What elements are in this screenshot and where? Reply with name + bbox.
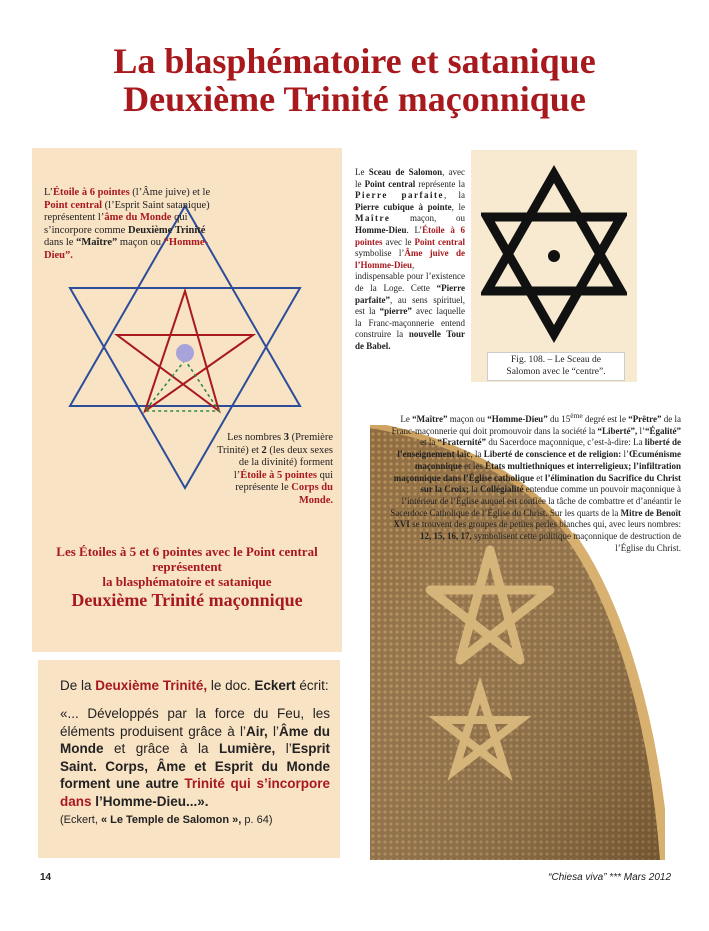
title-line-1: La blasphématoire et satanique: [113, 41, 596, 81]
seal-figure: [471, 150, 637, 382]
seal-of-solomon-icon: [481, 164, 627, 344]
photo-caption: Le “Maître” maçon ou “Homme-Dieu” du 15ème degré est le “Prêtre” de la Franc-maçonnerie qui doit promouvoir dans la société la “Liberté”, l’“Égalité” et la “Fraternité” du Sacerdoce maçonnique, c’est-à-dire: La liberté de l’enseignement laïc, la Liberté de conscience et de religion: l’Œcuménisme maçonnique et les États multiethniques et interreligieux; l’infiltration maçonnique dans l’Église catholique et l’élimination du Sacrifice du Christ sur la Croix; la Collégialité entendue comme un pouvoir maçonnique à l’intérieur de l’Église auquel est confiée la tâche de combattre et d’anéantir le Sacerdoce Catholique de l’Église du Christ. Sur les quarts de la Mitre de Benoît XVI se trouvent des groupes de petites perles blanches qui, avec leurs nombres: 12, 15, 16, 17, symbolisent cette politique maçonnique de destruction de l’Église du Christ.: [390, 411, 681, 553]
eckert-quote-box: [38, 660, 340, 858]
footer-credit: “Chiesa viva” *** Mars 2012: [548, 872, 671, 883]
six-star-caption: L’Étoile à 6 pointes (l’Âme juive) et le Point central (l’Esprit Saint satanique) représentent l’âme du Monde qui s’incorpore comme Deuxième Trinité dans le “Maître” maçon ou “Homme-Dieu”.: [44, 187, 211, 261]
star-diagram-panel: [32, 148, 342, 652]
page-title: [0, 42, 709, 118]
seal-center-dot: [548, 250, 560, 262]
seal-description: Le Sceau de Salomon, avec le Point central représente la Pierre parfaite, la Pierre cubique à pointe, le Maître maçon, ou Homme-Dieu. L’Étoile à 6 pointes avec le Point central symbolise l’Âme juive de l’Homme-Dieu, indispensable pour l’existence de la Loge. Cette “Pierre parfaite”, au sens spirituel, est la “pierre” avec laquelle la Franc-maçonnerie entend construire la nouvelle Tour de Babel.: [355, 167, 466, 351]
central-point-icon: [176, 344, 194, 362]
title-line-2: Deuxième Trinité maçonnique: [123, 79, 586, 119]
page-number: 14: [40, 872, 52, 883]
quote-source: (Eckert, « Le Temple de Salomon », p. 64): [60, 814, 273, 826]
quote-intro: De la Deuxième Trinité, le doc. Eckert écrit:: [60, 678, 329, 693]
seal-caption: Fig. 108. – Le Sceau de Salomon avec le “centre”.: [487, 352, 625, 381]
five-star-caption: Les nombres 3 (Première Trinité) et 2 (les deux sexes de la divinité) forment l’Étoile à 5 pointes qui représente le Corps du Monde.: [217, 432, 333, 506]
quote-body: «... Développés par la force du Feu, les éléments produisent grâce à l’Air, l’Âme du Monde et grâce à la Lumière, l’Esprit Saint. Corps, Âme et Esprit du Monde forment une autre Trinité qui s’incorpore dans l’Homme-Dieu...».: [60, 706, 330, 809]
panel-heading: Les Étoiles à 5 et 6 pointes avec le Point central représentent la blasphématoire et satanique Deuxième Trinité maçonnique: [56, 544, 318, 610]
